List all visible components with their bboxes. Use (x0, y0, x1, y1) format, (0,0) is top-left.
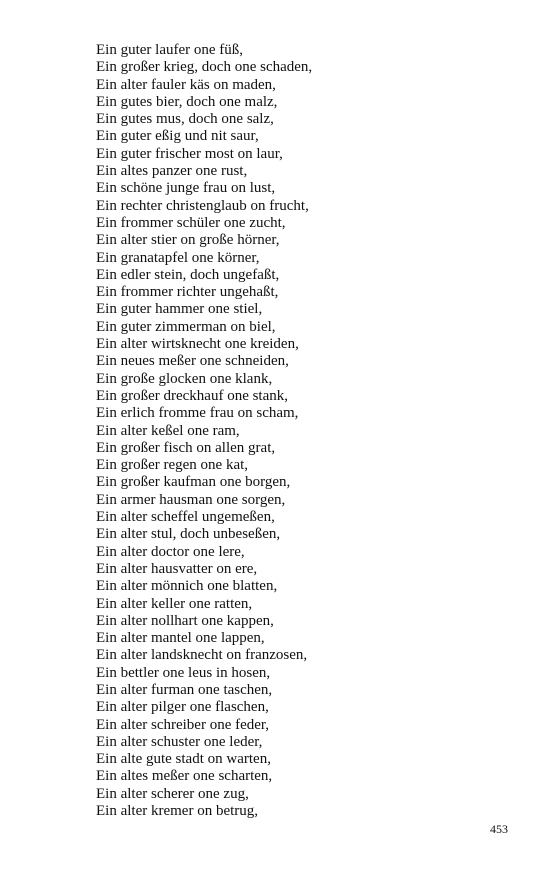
poem-line: Ein alter pilger one flaschen, (96, 699, 269, 716)
poem-line: Ein alter wirtsknecht one kreiden, (96, 336, 299, 353)
poem-line: Ein alter keßel one ram, (96, 422, 240, 439)
poem-line: Ein guter hammer one stiel, (96, 301, 263, 318)
poem-line: Ein frommer schüler one zucht, (96, 214, 286, 231)
poem-line: Ein guter eßig und nit saur, (96, 128, 259, 145)
poem-line: Ein erlich fromme frau on scham, (96, 405, 299, 422)
poem-line: Ein große glocken one klank, (96, 370, 273, 387)
poem-line: Ein armer hausman one sorgen, (96, 491, 286, 508)
poem-line: Ein alter nollhart one kappen, (96, 612, 274, 629)
poem-line: Ein alter schreiber one feder, (96, 716, 270, 733)
poem-text (96, 42, 496, 820)
poem-line: Ein rechter christenglaub on frucht, (96, 197, 309, 214)
poem-line: Ein alter scheffel ungemeßen, (96, 509, 275, 526)
poem-line: Ein guter laufer one füß, (96, 42, 244, 58)
poem-line: Ein alte gute stadt on warten, (96, 751, 271, 768)
poem-line: Ein gutes mus, doch one salz, (96, 111, 274, 128)
poem-line: Ein schöne junge frau on lust, (96, 180, 276, 197)
poem-line: Ein alter hausvatter on ere, (96, 560, 258, 577)
poem-line: Ein bettler one leus in hosen, (96, 664, 271, 681)
poem-line: Ein granatapfel one körner, (96, 249, 260, 266)
poem-line: Ein alter scherer one zug, (96, 785, 249, 802)
poem-line: Ein großer dreckhauf one stank, (96, 387, 289, 404)
poem-line: Ein altes panzer one rust, (96, 163, 248, 180)
poem-line: Ein alter stier on große hörner, (96, 232, 280, 249)
poem-line: Ein alter doctor one lere, (96, 543, 245, 560)
poem-line: Ein alter stul, doch unbeseßen, (96, 526, 281, 543)
page-number: 453 (490, 822, 508, 836)
poem-line: Ein altes meßer one scharten, (96, 768, 273, 785)
poem-line: Ein neues meßer one schneiden, (96, 353, 289, 370)
poem-line: Ein alter mantel one lappen, (96, 630, 265, 647)
poem-line: Ein edler stein, doch ungefaßt, (96, 266, 280, 283)
poem-line: Ein alter schuster one leder, (96, 733, 263, 750)
poem-line: Ein großer krieg, doch one schaden, (96, 59, 313, 76)
poem-line: Ein alter furman one taschen, (96, 681, 273, 698)
poem-line: Ein alter fauler käs on maden, (96, 76, 276, 93)
poem-line: Ein frommer richter ungehaßt, (96, 284, 279, 301)
poem-line: Ein großer fisch on allen grat, (96, 439, 276, 456)
poem-line: Ein guter frischer most on laur, (96, 145, 283, 162)
poem-line: Ein großer regen one kat, (96, 457, 249, 474)
poem-line: Ein großer kaufman one borgen, (96, 474, 291, 491)
poem-line: Ein alter kremer on betrug, (96, 803, 259, 820)
poem-line: Ein gutes bier, doch one malz, (96, 93, 278, 110)
poem-line: Ein alter keller one ratten, (96, 595, 253, 612)
poem-line: Ein guter zimmerman on biel, (96, 318, 276, 335)
poem-line: Ein alter landsknecht on franzosen, (96, 647, 308, 664)
poem-line: Ein alter mönnich one blatten, (96, 578, 278, 595)
